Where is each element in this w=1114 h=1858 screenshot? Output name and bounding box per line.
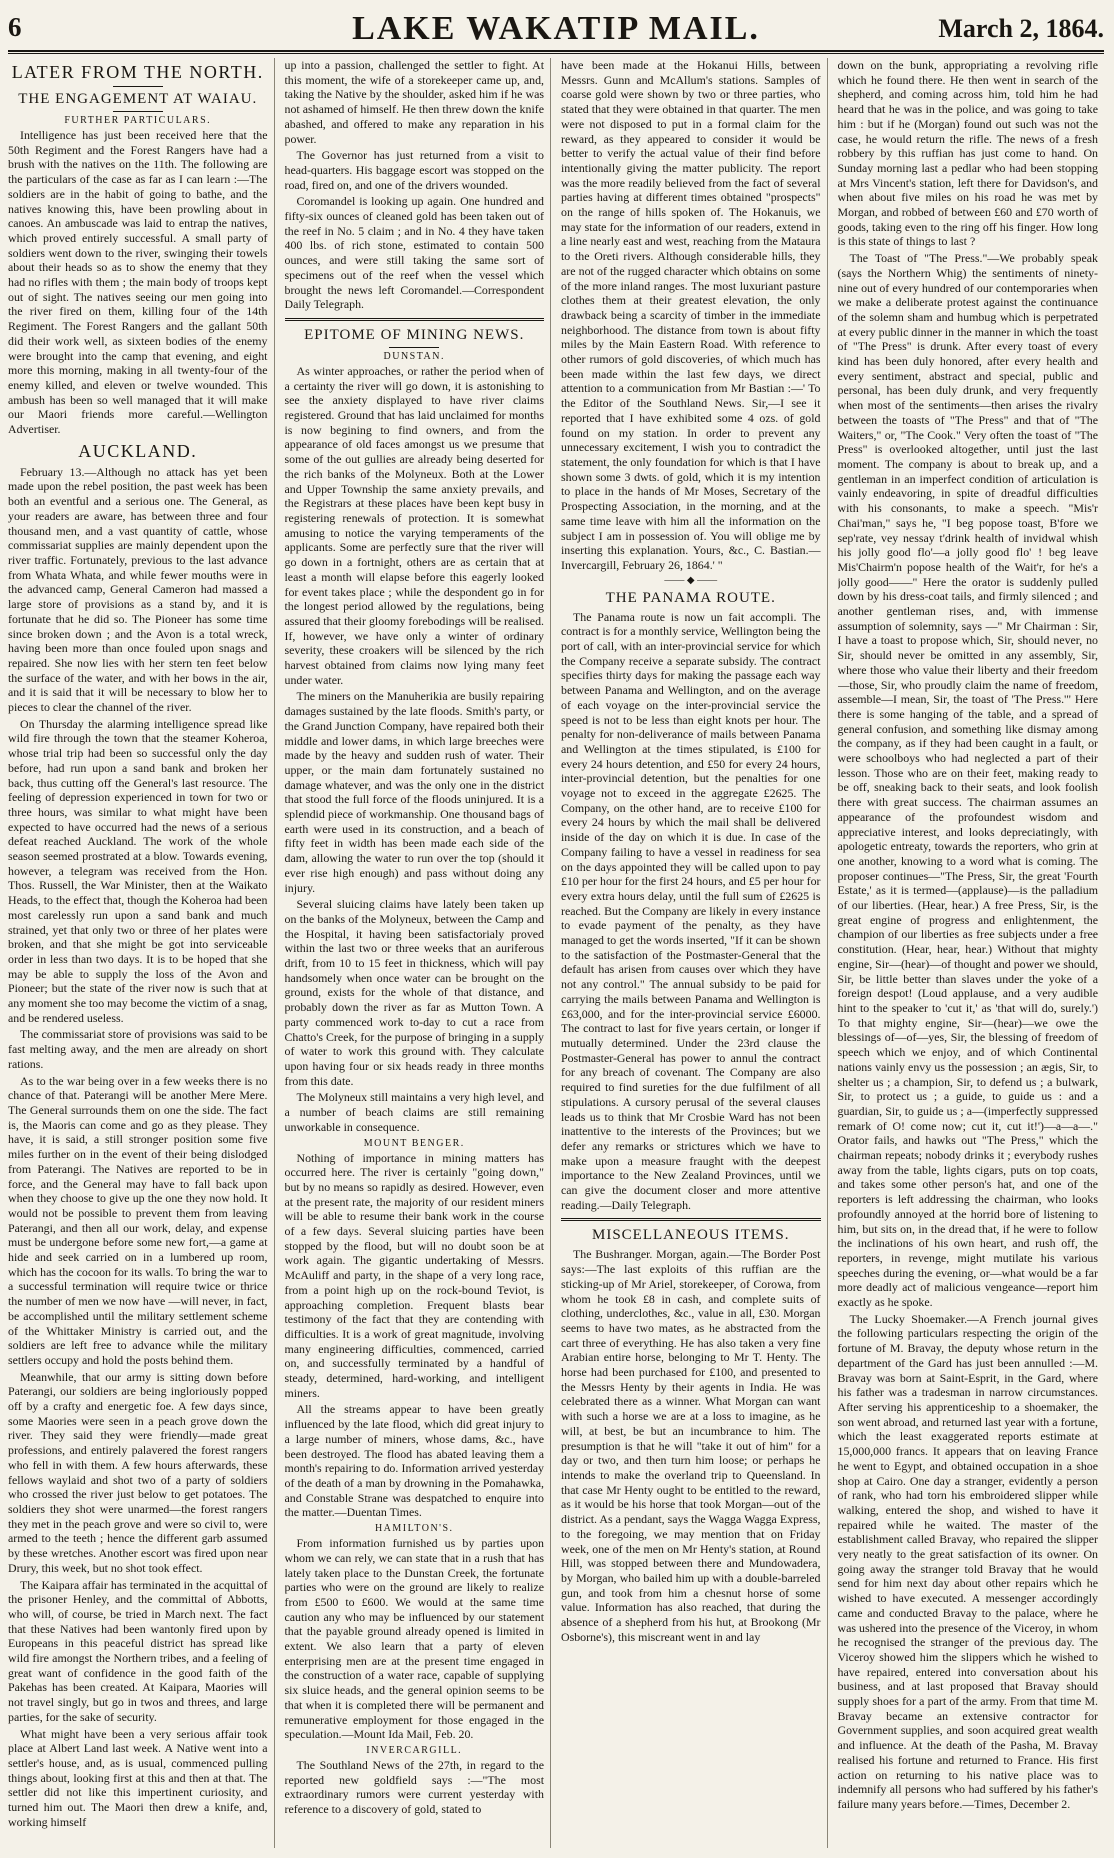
paragraph: On Thursday the alarming intelligence spread like wild fire through the town that the steamer Koheroa, whose trial trip had been so successful only the day before, had run upon a sand bank and broken her back, thus cutting off the General's last resource. The feeling of depression experienced in town for two or three hours, was similar to what might have been expected to have occurred had the news of a serious defeat reached Auckland. The work of the whole season seemed prostrated at a blow. Towards evening, however, a telegram was received from the Hon. Thos. Russell, the War Minister, then at the Waikato Heads, to the effect that, though the Koheroa had been most carelessly run upon a sand bank and much strained, yet that only two or three of her plates were broken, and that she might be got into serviceable order in less than two days. It is to be hoped that she may be able to supply the loss of the Avon and Pioneer; but the state of the river now is such that at any moment she too may become the victim of a snag, and be rendered useless.	[8, 716, 268, 1025]
newspaper-title: LAKE WAKATIP MAIL.	[352, 10, 760, 47]
paragraph: The Kaipara affair has terminated in the acquittal of the prisoner Henley, and the committal of Abbotts, who will, of course, be tried in March next. The fact that these Natives had been wantonly fired upon by Europeans in this peaceful district has spread like wild fire amongst the Northern tribes, and a feeling of great want of confidence in the good faith of the Pakehas has been created. At Kaipara, Maories will not travel singly, but go in twos and threes, and large parties, for the sake of security.	[8, 1577, 268, 1724]
column-1	[8, 58, 275, 1848]
page-number: 6	[8, 12, 22, 42]
paragraph: Coromandel is looking up again. One hundred and fifty-six ounces of cleaned gold has been taken out of the reef in No. 5 claim ; and in No. 4 they have taken 400 lbs. of rich stone, estimated to contain 500 ounces, and were still taking the same sort of specimens out of the reef when the vessel which brought the news left Coromandel.—Correspondent Daily Telegraph.	[284, 194, 544, 312]
paragraph: The Governor has just returned from a visit to head-quarters. His baggage escort was stopped on the road, fired on, and one of the drivers wounded.	[284, 148, 544, 192]
divider-ornament: —— ◆ ——	[664, 574, 718, 586]
subhead-hamiltons: HAMILTON'S.	[374, 1523, 454, 1535]
paragraph: The commissariat store of provisions was said to be fast melting away, and the men are already on short rations.	[8, 1027, 268, 1071]
column-3	[561, 58, 828, 1848]
paragraph: The Molyneux still maintains a very high level, and a number of beach claims are still remaining unworkable in consequence.	[284, 1090, 544, 1134]
column-4	[838, 58, 1105, 1848]
subhead-engagement-waiau: THE ENGAGEMENT AT WAIAU.	[18, 91, 258, 107]
paragraph: Meanwhile, that our army is sitting down before Paterangi, our soldiers are being ingloriously popped off by a crafty and energetic foe. A few days since, some Maories were seen in a peach grove down the river. They said they were friendly—made great professions, and entirely palavered the forest rangers who fell in with them. A few hours afterwards, these fellows waylaid and shot two of a party of soldiers who crossed the river just below to get potatoes. The soldiers they shot were unarmed—the forest rangers they met in the peach grove and were so civil to, were armed to the teeth ; hence the different garb assumed by these wretches. Another escort was fired upon near Drury, this week, but no shot took effect.	[8, 1369, 268, 1575]
issue-date: March 2, 1864.	[938, 14, 1104, 43]
paragraph: The Bushranger. Morgan, again.—The Border Post says:—The last exploits of this ruffian are the sticking-up of Mr Ariel, storekeeper, of Corowa, from whom he took £8 in cash, and complete suits of clothing, underclothes, &c., value in all, £30. Morgan seems to have two mates, as he abstracted from the cart three of everything. He has also taken a very fine Arabian entire horse, belonging to Mr T. Henty. The horse had been purchased for £100, and presented to the Messrs Henty by their agents in India. He was celebrated there as a winner. What Morgan can want with such a horse we are at a loss to imagine, as he will, at best, be but an incumbrance to him. The presumption is that he will "take it out of him" for a day or two, and then turn him loose; or perhaps he intends to make the overland trip to Queensland. In that case Mr Henty ought to be entitled to the reward, as it would be his horse that took Morgan—out of the district. As a pendant, says the Wagga Wagga Express, to the foregoing, we may mention that on Friday week, one of the men on Mr Henty's station, at Round Hill, was stopped between there and Mundowadera, by Morgan, who bailed him up with a double-barreled gun, and took from him a chesnut horse of some value. Information has also reached, that during the absence of a shepherd from his hut, at Brookong (Mr Osborne's), this miscreant went in and lay	[561, 1247, 821, 1644]
headline-panama-route: THE PANAMA ROUTE.	[605, 589, 776, 606]
headline-auckland: AUCKLAND.	[78, 440, 198, 461]
divider	[561, 1218, 821, 1221]
paragraph: As to the war being over in a few weeks there is no chance of that. Paterangi will be another Mere Mere. The General surrounds them on one the side. The fact is, the Maoris can come and go as they please. They have, it is said, a still stronger position some five miles further on in the event of their being dislodged from Paterangi. The Natives are reported to be in force, and the General may have to fall back upon when they choose to give up the one they now hold. It would not be possible to prevent them from leaving Paterangi, and then all our work, delay, and expense must be undergone before some new fort,—a game at hide and seek carried on in a lumbered up room, which has the cocoon for its walls. To bring the war to a successful termination will require twice or thrice the number of men we now have —will never, in fact, be accomplished until the military settlement scheme of the Whittaker Ministry is carried out, and the soldiers are left free to advance while the military settlers occupy and hold the posts behind them.	[8, 1073, 268, 1367]
paragraph: have been made at the Hokanui Hills, between Messrs. Gunn and McAllum's stations. Samples of coarse gold were shown by two or three parties, who stated that they were obtained in that quarter. The men were not disposed to put in a formal claim for the reward, as they appeared to consider it would be better to verify the actual value of their find before intentionally giving the matter publicity. The report was the more readily believed from the fact of several parties having at different times obtained "prospects" on the range of hills spoken of. The Hokanuis, we may state for the information of our readers, extend in a line nearly east and west, reaching from the Mataura to the Oreti rivers. Although considerable hills, they are not of the rugged character which obtains on some of the more inland ranges. The most luxuriant pasture clothes them at their greatest elevation, the only drawback being a scarcity of timber in the immediate neighborhood. The distance from town is about fifty miles by the Main Eastern Road. With reference to other rumors of gold discoveries, of which much has been made within the last few days, we direct attention to a communication from Mr Bastian :—' To the Editor of the Southland News. Sir,—I see it reported that I have exhibited some 4 ozs. of gold found on my station. In order to prevent any unnecessary excitement, I wish you to contradict the statement, the only foundation for which is that I have shown some 3 dwts. of gold, which it is my intention to place in the hands of Mr Moses, Secretary of the Prospecting Association, in the morning, and at the same time leave with him all the information on the subject I am in possession of. You will oblige me by inserting this explanation. Yours, &c., C. Bastian.— Invercargill, February 26, 1864.' "	[561, 58, 821, 572]
headline-miscellaneous: MISCELLANEOUS ITEMS.	[591, 1227, 790, 1244]
subhead-mount-benger: MOUNT BENGER.	[363, 1137, 465, 1149]
paragraph: What might have been a very serious affair took place at Albert Land last week. A Native went into a settler's house, and, as is usual, commenced pulling things about, looking first at this and then at that. The settler did not like this impertinent curiosity, and turned him out. The Maori then drew a knife, and, working himself	[8, 1726, 268, 1829]
paragraph: All the streams appear to have been greatly influenced by the late flood, which did great injury to a large number of miners, whose dams, &c., have been destroyed. The flood has abated leaving them a month's repairing to do. Information arrived yesterday of the death of a man by drowning in the Pomahawka, and Constable Strane was despatched to enquire into the matter.—Duentan Times.	[284, 1402, 544, 1520]
subhead-dunstan: DUNSTAN.	[383, 350, 445, 362]
headline-mining-news: EPITOME OF MINING NEWS.	[304, 326, 525, 343]
paragraph: up into a passion, challenged the settler to fight. At this moment, the wife of a storekeeper came up, and, taking the Native by the shoulder, asked him if he was not ashamed of himself. He then threw down the knife abashed, and offered to make any reparation in his power.	[284, 58, 544, 146]
column-2	[285, 58, 552, 1848]
paragraph: As winter approaches, or rather the period when of a certainty the river will go down, it is astonishing to see the anxiety displayed to have river claims registered. Ground that has laid unclaimed for months is now begining to find owners, and from the appearance of old faces amongst us we presume that some of the out gullies are already being deserted for the rich banks of the Molyneux. Both at the Lower and Upper Township the same anxiety prevails, and the Registrars at these places have been kept busy in registering renewals of protection. It is somewhat amusing to notice the varying temperaments of the applicants. Some are perfectly sure that the river will go down in a fortnight, others are as certain that at least a month will elapse before this eagerly looked for event takes place ; while the despondent go in for the longest period allowed by the regulations, being assured that their gloomy forebodings will be realised. If, however, we have only a winter of ordinary severity, these croakers will be silenced by the rich harvest obtained from claims now lying many feet under water.	[284, 363, 544, 687]
subhead-invercargill: INVERCARGILL.	[366, 1744, 463, 1756]
divider	[285, 318, 545, 321]
article-columns	[8, 58, 1104, 1848]
headline-later-from-north: LATER FROM THE NORTH.	[11, 62, 264, 82]
paragraph: The miners on the Manuherikia are busily repairing damages sustained by the late floods. Smith's party, or the Grand Junction Company, have repaired both their middle and lower dams, in which large breeches were made by the heavy and sudden rush of water. Their upper, or the main dam fortunately sustained no damage whatever, and was the only one in the district that stood the full force of the floods uninjured. It is a splendid piece of workmanship. One thousand bags of earth were used in its construction, and a beach of fifty feet in width has been made each side of the dam, allowing the water to run over the top (should it ever rise high enough) and pass without doing any injury.	[284, 689, 544, 895]
paragraph: Nothing of importance in mining matters has occurred here. The river is certainly "going down," but by no means so rapidly as desired. However, even at the present rate, the majority of our resident miners will be able to resume their bank work in the course of a few days. Several sluicing parties have been stopped by the flood, but will no doubt soon be at work again. The gigantic undertaking of Messrs. McAuliff and party, in the shape of a very long race, from a point high up on the rock-bound Teviot, is approaching completion. Frequent blasts bear testimony of the fact that they are contending with difficulties. It is a work of great magnitude, involving many engineering difficulties, commenced, carried on, and successfully terminated by a handful of steady, determined, hard-working, and intelligent miners.	[284, 1150, 544, 1400]
paragraph: The Panama route is now un fait accompli. The contract is for a monthly service, Wellington being the port of call, with an inter-provincial service for which the Company receive a separate subsidy. The contract specifies thirty days for making the passage each way between Panama and Wellington, and on the average of each voyage on the inter-provincial service the speed is not to be less than eight knots per hour. The penalty for non-deliverance of mails between Panama and Wellington at the times stipulated, is £100 for every 24 hours detention, and £50 for every 24 hours, inter-provincial detention, but the penalties for one voyage not to exceed in the aggregate £2625. The Company, on the other hand, are to receive £100 for every 24 hours by which the mail shall be delivered inside of the day on which it is due. In case of the Company failing to have a vessel in readiness for sea on the days appointed they will be called upon to pay £10 per hour for the first 24 hours, and £5 per hour for every extra hours delay, until the full sum of £2625 is reached. But the Company are likely in every instance to evade payment of the penalty, as they have managed to get the words inserted, "If it can be shown to the satisfaction of the Postmaster-General that the default has arisen from causes over which they have not any control." The annual subsidy to be paid for carrying the mails between Panama and Wellington is £63,000, and for the inter-provincial service £6000. The contract to last for five years certain, or longer if mutually determined. Under the 23rd clause the Postmaster-General has power to annul the contract for any breach of covenant. The Company are also required to find sureties for the due fulfilment of all stipulations. A cursory perusal of the several clauses leads us to think that Mr Crosbie Ward has not been inattentive to the interests of the Provinces; but we defer any remarks or strictures which we have to make upon a measure fraught with the deepest importance to the New Zealand Provinces, until we can give the document closer and more attentive reading.—Daily Telegraph.	[561, 609, 821, 1212]
paragraph: February 13.—Although no attack has yet been made upon the rebel position, the past week has been both an eventful and a serious one. The General, as your readers are aware, has between three and four thousand men, and a vast quantity of cattle, whose commissariat supplies are mainly dependent upon the river traffic. Fortunately, previous to the last advance from Whata Whata, and while fewer mouths were in the advanced camp, General Cameron had massed a large store of provisions as a stand by, and it is fortunate that he did so. The Pioneer has some time since broken down ; and the Avon is a total wreck, having been more than once fouled upon snags and repaired. She now lies with her stern ten feet below the surface of the water, and with her bows in the air, and it is said that it will be necessary to blow her to pieces to clear the channel of the river.	[8, 464, 268, 715]
paragraph: Several sluicing claims have lately been taken up on the banks of the Molyneux, between the Camp and the Hospital, it having been satisfactorialy proved within the last two or three weeks that an auriferous drift, from 10 to 15 feet in thickness, which will pay handsomely when once water can be brought on the ground, exists for the whole of that distance, and probably down the river as far as Mutton Town. A party commenced work to-day to cut a race from Chatto's Creek, for the purpose of bringing in a supply of water to work this ground with. They calculate upon having four or six heads ready in three months from this date.	[284, 897, 544, 1088]
divider	[113, 111, 163, 112]
masthead	[8, 6, 1104, 52]
masthead-rule	[8, 53, 1104, 54]
subhead-further-particulars: FURTHER PARTICULARS.	[64, 115, 212, 126]
paragraph: Intelligence has just been received here that the 50th Regiment and the Forest Rangers have had a brush with the natives on the 11th. The following are the particulars of the case as far as I can learn :—The soldiers are in the habit of going to bathe, and the natives knowing this, have been prowling about in canoes. An ambuscade was laid to entrap the natives, which proved entirely successful. A small party of soldiers went down to the river, swinging their towels about their heads so as to show the enemy that they had no rifles with them ; the main body of troops kept out of sight. The natives seeing our men going into the river fired on them, killing four of the 14th Regiment. The Forest Rangers and the gallant 50th did their work well, as sixteen bodies of the enemy were brought into the camp that evening, and eight more this morning, making in all twenty-four of the enemy killed, and eleven or twelve wounded. This ambush has been so well managed that it will make our Maori friends more careful.—Wellington Advertiser.	[8, 128, 268, 437]
paragraph: From information furnished us by parties upon whom we can rely, we can state that in a rush that has lately taken place to the Dunstan Creek, the fortunate parties who were on the ground are likely to realize from £500 to £600. We would at the same time caution any who may be influenced by our statement that the payable ground already opened is limited in extent. We also learn that a party of eleven enterprising men are at the present time engaged in the construction of a water race, capable of supplying six sluice heads, and the general opinion seems to be that when it is completed there will be permanent and remunerative employment for those engaged in the speculation.—Mount Ida Mail, Feb. 20.	[284, 1536, 544, 1742]
divider	[113, 86, 163, 87]
paragraph: The Lucky Shoemaker.—A French journal gives the following particulars respecting the origin of the fortune of M. Bravay, the deputy whose return in the department of the Gard has just been annulled :—M. Bravay was born at Saint-Esprit, in the Gard, where his father was a tradesman in narrow circumstances. After serving his apprenticeship to a shoemaker, the son went abroad, and returned last year with a fortune, which the least exaggerated reports estimate at 15,000,000 francs. It appears that on leaving France he went to Egypt, and obtained occupation in a shoe shop at Cairo. One day a stranger, evidently a person of rank, who had torn his embroidered slipper while walking, entered the shop, and wished to have it repaired while he waited. The master of the establishment called Bravay, who repaired the slipper very neatly to the great satisfaction of its owner. On going away the stranger told Bravay that he would send for him next day about other repairs which he wished to have executed. A messenger accordingly came and conducted Bravay to the palace, where he was ushered into the presence of the Viceroy, in whom he recognised the stranger of the previous day. The Viceroy showed him the slippers which he wished to have repaired, entered into conversation about his business, and at last proposed that Bravay should supply shoes for a part of the army. From that time M. Bravay became an extensive contractor for Government supplies, and soon acquired great wealth and influence. At the death of the Pasha, M. Bravay realised his fortune and returned to France. His first action on returning to his native place was to indemnify all persons who had suffered by his father's failure many years before.—Times, December 2.	[837, 1311, 1098, 1811]
paragraph: The Southland News of the 27th, in regard to the reported new goldfield says :—"The most extraordinary rumors were current yesterday with reference to a discovery of gold, stated to	[284, 1757, 544, 1817]
paragraph: The Toast of "The Press."—We probably speak (says the Northern Whig) the sentiments of ninety-nine out of every hundred of our contemporaries when we make a deliberate protest against the continuance of the solemn sham and humbug which is perpetrated at every public dinner in the manner in which the toast of "The Press" is drunk. After every toast of every kind has been duly honored, after every health and every sentiment, abstract and special, public and personal, has been duly drunk, and very frequently when most of the sentiments—then arises the rivalry between the toasts of "The Press" and that of "The Waiters," or, "The Cook." Very often the toast of "The Press" is overlooked altogether, until just the last moment. The company is about to break up, and a gentleman in an imperfect condition of articulation is vainly endeavoring, in spite of dreadful difficulties with his consonants, to make a speech. "Mis'r Chai'man," says he, "I beg popose toast, B'fore we sep'rate, vey nessay t'drink health of invidwal whish his jolly good flo'—a jolly good flo' ! beg leave Mis'Chairm'n popose health of the Wait'r, for he's a jolly good——" Here the orator is suddenly pulled down by his dress-coat tails, and firmly silenced ; and another gentleman rises, and, with immense assumption of solemnity, says —" Mr Chairman : Sir, I have a toast to propose which, Sir, should never, no Sir, should never be omitted in any assembly, Sir, where those who value their liberty and their freedom—those, Sir, who proudly claim the name of freedom, assemble—I mean, Sir, the toast of 'The Press.'" Here there is some hanging of the table, and a spread of general confusion, and something like dismay among the company, as if they had been caught in a fault, or were schoolboys who had neglected a part of their lesson. Those who are on their feet, making ready to be off, sneaking back to their seats, and look foolish there with great success. The chairman assumes an appearance of the profoundest wisdom and appreciative interest, and looks depreciatingly, with apologetic entreaty, towards the reporters, who grin at one another, knowing to a word what is coming. The proposer continues—"The Press, Sir, the great 'Fourth Estate,' as it is termed—(applause)—is the palladium of our liberties. (Hear, hear.) A free Press, Sir, is the great engine of progress and enlightenment, the champion of our liberties as free subjects under a free constitution. (Hear, hear, hear.) Without that mighty engine, Sir—(hear)—of thought and power we should, Sir, be little better than slaves under the yoke of a foreign despot! (Loud applause, and a very audible hint to the speaker to 'cut it,' as 'that will do, surely.') To that mighty engine, Sir—(hear)—we owe the blessings of—of—yes, Sir, the blessing of freedom of speech which we enjoy, and of which Continental nations vainly envy us the possession ; an ægis, Sir, to shelter us ; a champion, Sir, to defend us ; a bulwark, Sir, to protect us ; a guide, to guide us : and a guardian, Sir, to guide us ; a—(imperfectly suppressed remark of O! come now; cut it, cut it!')—a—a—." Orator fails, and hawks out "The Press," which the chairman repeats; nobody drinks it ; everybody rushes away from the table, lights cigars, puts on top coats, and takes some other person's hat, and one of the reporters is left addressing the chairman, who looks profoundly annoyed at the horrid bore of listening to him, but sits on, in the dread that, if he were to follow the inclinations of his own heart, and rush off, the reporters, in revenge, might mutilate his various speeches during the evening, or—what would be a far more deadly act of malicious vengeance—report him exactly as he spoke.	[837, 251, 1098, 1310]
paragraph: down on the bunk, appropriating a revolving rifle which he found there. He then went in search of the shepherd, and coming across him, told him he had heard that he was in the police, and was going to take him : but if he (Morgan) found out such was not the case, he would return the rifle. The news of a fresh robbery by this ruffian has just come to hand. On Sunday morning last a pedlar who had been stopping at Mrs Vincent's station, left there for Davidson's, and when about five miles on his road he was met by Morgan, and robbed of between £60 and £70 worth of goods, taking even to the ring off his finger. How long is this state of things to last ?	[837, 58, 1098, 249]
divider	[389, 347, 439, 348]
